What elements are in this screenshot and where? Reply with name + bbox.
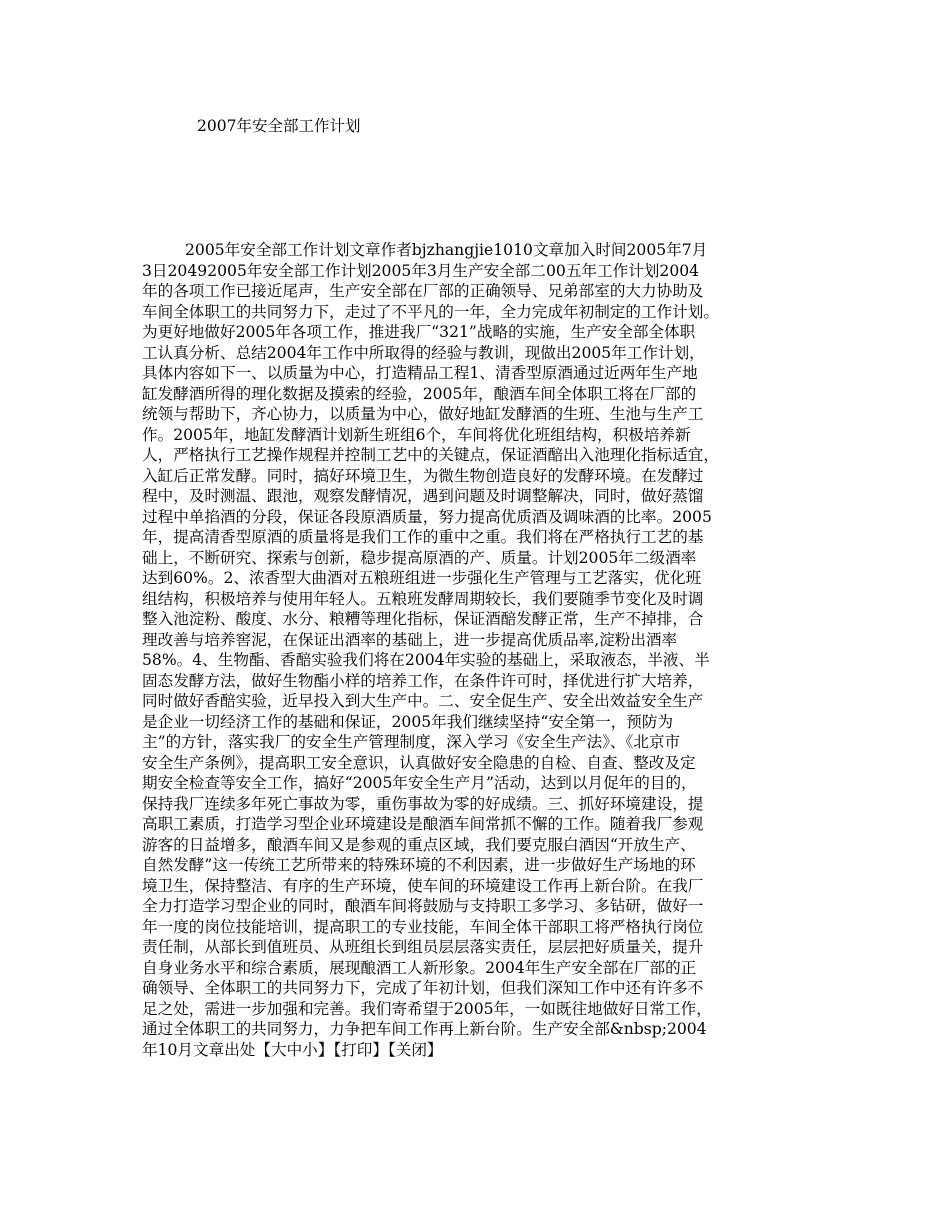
body-line: 程中，及时测温、跟池，观察发酵情况，遇到问题及时调整解决，同时，做好蒸馏	[142, 487, 704, 505]
body-line: 固态发酵方法，做好生物酯小样的培养工作，在条件许可时，择优进行扩大培养，	[142, 671, 704, 690]
body-line: 责任制，从部长到值班员、从班组长到组员层层落实责任，层层把好质量关，提升	[142, 938, 704, 956]
body-line: 是企业一切经济工作的基础和保证，2005年我们继续坚持“安全第一，预防为	[142, 712, 674, 731]
body-line: 具体内容如下一、以质量为中心，打造精品工程1、清香型原酒通过近两年生产地	[142, 364, 698, 382]
body-line: 游客的日益增多，酿酒车间又是参观的重点区域，我们要克服白酒因“开放生产、	[142, 835, 696, 854]
body-line: 高职工素质，打造学习型企业环境建设是酿酒车间常抓不懈的工作。随着我厂参观	[142, 815, 704, 833]
body-line: 全力打造学习型企业的同时，酿酒车间将鼓励与支持职工多学习、多钻研，做好一	[142, 897, 704, 915]
body-line: 自然发酵”这一传统工艺所带来的特殊环境的不利因素，进一步做好生产场地的环	[142, 856, 696, 874]
body-line: 达到60%。2、浓香型大曲酒对五粮班组进一步强化生产管理与工艺落实，优化班	[142, 569, 702, 587]
document-body	[142, 240, 810, 1060]
body-line: 2005年安全部工作计划文章作者bjzhangjie1010文章加入时间2005年7月	[185, 241, 708, 259]
body-line: 同时做好香醅实验，近早投入到大生产中。二、安全促生产、安全出效益安全生产	[142, 692, 704, 710]
body-line: 作。2005年，地缸发酵酒计划新生班组6个，车间将优化班组结构，积极培养新	[142, 425, 691, 444]
body-line: 年一度的岗位技能培训，提高职工的专业技能，车间全体干部职工将严格执行岗位	[142, 917, 704, 936]
body-line: 主”的方针，落实我厂的安全生产管理制度，深入学习《安全生产法》、《北京市	[142, 733, 681, 751]
body-line: 境卫生，保持整洁、有序的生产环境，使车间的环境建设工作再上新台阶。在我厂	[142, 876, 704, 895]
body-line: 入缸后正常发酵。同时，搞好环境卫生，为微生物创造良好的发酵环境。在发酵过	[142, 466, 704, 485]
body-line: 工认真分析、总结2004年工作中所取得的经验与教训，现做出2005年工作计划，	[142, 343, 705, 362]
body-line: 保持我厂连续多年死亡事故为零，重伤事故为零的好成绩。三、抓好环境建设，提	[142, 794, 704, 813]
body-line: 础上，不断研究、探索与创新，稳步提高原酒的产、质量。计划2005年二级酒率	[142, 548, 697, 567]
body-line: 统领与帮助下，齐心协力，以质量为中心，做好地缸发酵酒的生班、生池与生产工	[142, 405, 704, 423]
document-title: 2007年安全部工作计划	[197, 117, 361, 135]
body-line: 年的各项工作已接近尾声，生产安全部在厂部的正确领导、兄弟部室的大力协助及	[142, 282, 704, 300]
body-line: 年，提高清香型原酒的质量将是我们工作的重中之重。我们将在严格执行工艺的基	[142, 528, 704, 546]
body-line: 人，严格执行工艺操作规程并控制工艺中的关键点，保证酒醅出入池理化指标适宜，	[142, 446, 719, 464]
body-line: 整入池淀粉、酸度、水分、粮糟等理化指标，保证酒醅发酵正常，生产不掉排，合	[142, 610, 704, 628]
body-line: 为更好地做好2005年各项工作，推进我厂“321”战略的实施，生产安全部全体职	[142, 323, 696, 341]
body-line: 缸发酵酒所得的理化数据及摸索的经验，2005年，酿酒车间全体职工将在厂部的	[142, 384, 697, 403]
body-line: 足之处，需进一步加强和完善。我们寄希望于2005年，一如既往地做好日常工作，	[142, 999, 712, 1018]
body-line: 安全生产条例》，提高职工安全意识，认真做好安全隐患的自检、自查、整改及定	[142, 753, 696, 772]
body-line: 3日20492005年安全部工作计划2005年3月生产安全部二00五年工作计划2004	[142, 261, 700, 280]
body-line: 年10月文章出处【大中小】【打印】【关闭】	[142, 1040, 443, 1059]
body-line: 自身业务水平和综合素质，展现酿酒工人新形象。2004年生产安全部在厂部的正	[142, 958, 697, 977]
body-line: 期安全检查等安全工作，搞好“2005年安全生产月”活动，达到以月促年的目的，	[142, 774, 697, 792]
body-line: 通过全体职工的共同努力，力争把车间工作再上新台阶。生产安全部&nbsp;2004	[142, 1020, 707, 1038]
body-line: 车间全体职工的共同努力下，走过了不平凡的一年，全力完成年初制定的工作计划。	[142, 302, 719, 321]
body-line: 确领导、全体职工的共同努力下，完成了年初计划，但我们深知工作中还有许多不	[142, 979, 704, 997]
body-line: 58%。4、生物酯、香醅实验我们将在2004年实验的基础上，采取液态，半液、半	[142, 651, 710, 669]
body-line: 过程中单掐酒的分段，保证各段原酒质量，努力提高优质酒及调味酒的比率。2005	[142, 507, 712, 526]
body-line: 理改善与培养窖泥，在保证出酒率的基础上，进一步提高优质品率,淀粉出酒率	[142, 630, 678, 649]
body-line: 组结构，积极培养与使用年轻人。五粮班发酵周期较长，我们要随季节变化及时调	[142, 589, 704, 608]
